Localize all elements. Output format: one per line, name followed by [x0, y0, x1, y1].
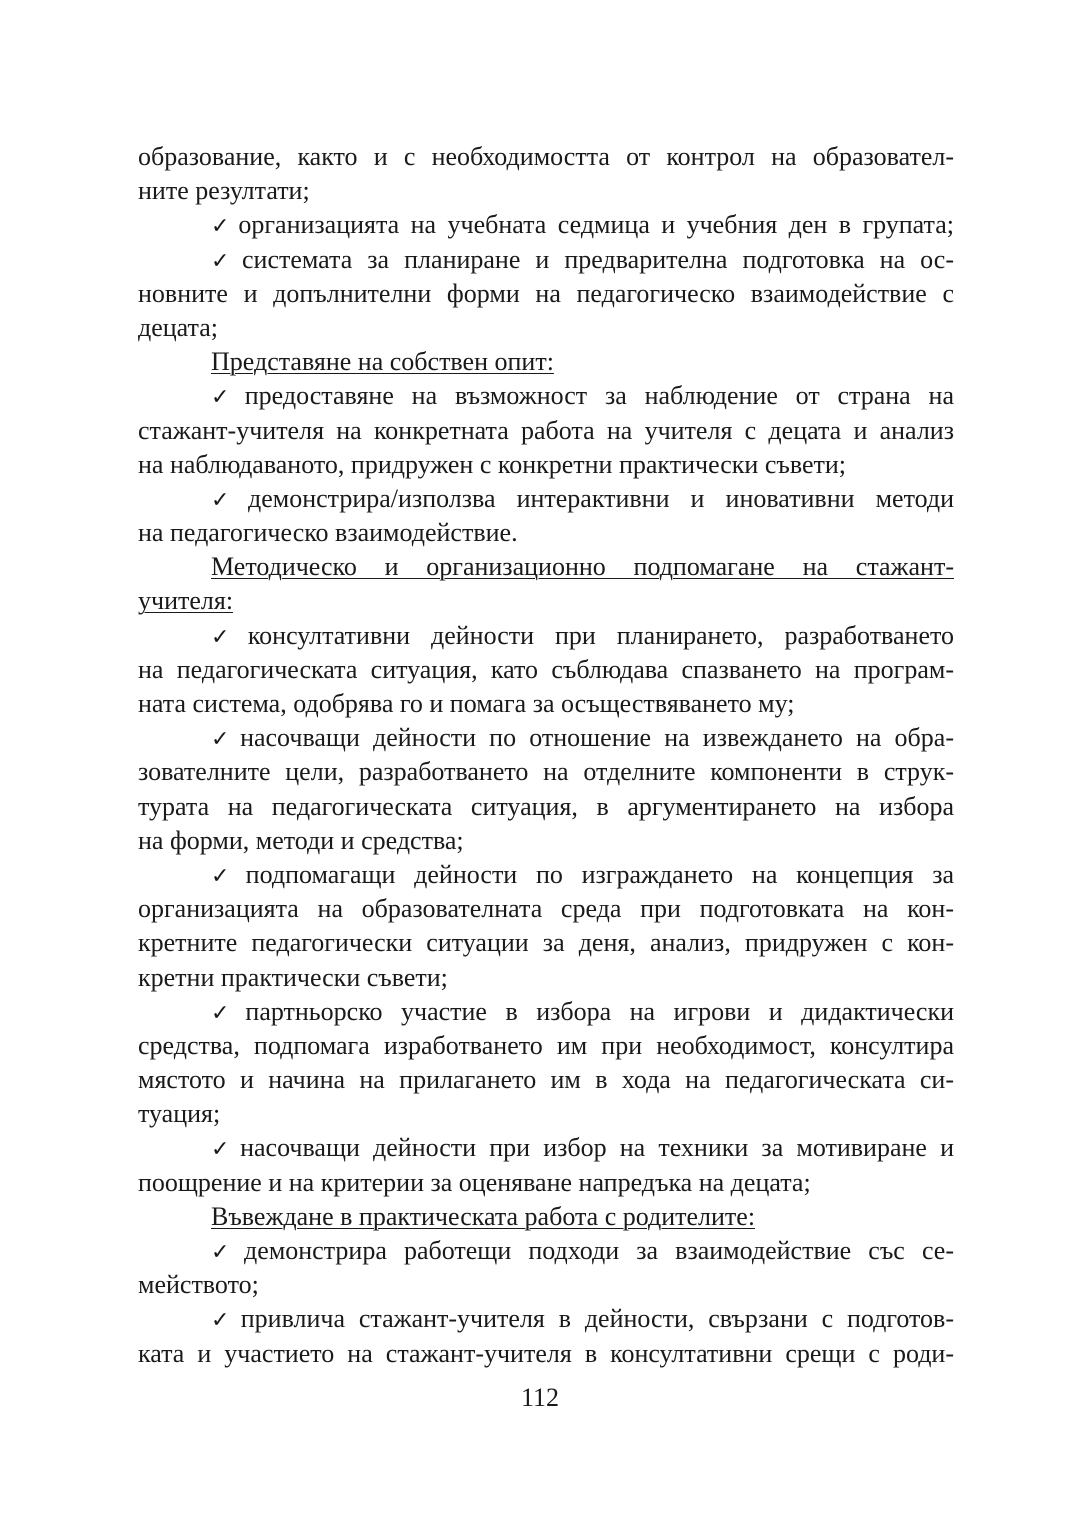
bullet-item	[138, 482, 954, 516]
checkmark-icon: ✓	[211, 1137, 237, 1163]
checkmark-icon: ✓	[211, 1000, 242, 1026]
text-line: организацията на образователната среда при подготовката на кон-	[138, 894, 954, 924]
checkmark-icon: ✓	[211, 248, 238, 274]
body-text	[138, 140, 954, 1371]
checkmark-icon: ✓	[211, 214, 235, 240]
text-line: новните и допълнителни форми на педагогическо взаимодействие с	[138, 278, 954, 308]
text-line: мейството;	[138, 1270, 259, 1300]
text-line: стажант-учителя на конкретната работа на учителя с децата и анализ	[138, 415, 954, 445]
section-heading	[138, 1200, 954, 1234]
bullet-item	[138, 858, 954, 892]
checkmark-icon: ✓	[211, 487, 244, 513]
bullet-text: партньорско участие в избора на игрови и дидактически	[245, 996, 955, 1026]
section-heading-text: Представяне на собствен опит:	[211, 347, 554, 377]
bullet-text: организацията на учебната седмица и учебния ден в групата;	[238, 210, 954, 240]
text-line: ната система, одобрява го и помага за осъществяването му;	[138, 689, 795, 718]
checkmark-icon: ✓	[211, 624, 244, 650]
bullet-text: предоставяне на възможност за наблюдение от страна на	[244, 381, 954, 411]
text-line: кретни практически съвети;	[138, 962, 448, 992]
bullet-text: демонстрира работещи подходи за взаимодействие със се-	[244, 1236, 954, 1265]
page-number: 112	[520, 1383, 560, 1412]
bullet-item	[138, 243, 954, 277]
bullet-item	[138, 1234, 954, 1268]
text-line: туация;	[138, 1099, 221, 1129]
checkmark-icon: ✓	[211, 1308, 237, 1334]
bullet-item	[138, 379, 954, 413]
text-line: мястото и начина на прилагането им в хода на педагогическата си-	[138, 1065, 954, 1095]
bullet-text: консултативни дейности при планирането, разработването	[247, 620, 955, 650]
bullet-item	[138, 995, 954, 1029]
bullet-item	[138, 208, 954, 242]
text-line: на педагогическата ситуация, като съблюдава спазването на програм-	[138, 654, 954, 684]
text-line: зователните цели, разработването на отделните компоненти в струк-	[138, 757, 954, 787]
bullet-item	[138, 721, 954, 755]
text-line: ните резултати;	[138, 176, 310, 206]
text-line: децата;	[138, 312, 218, 342]
bullet-text: насочващи дейности по отношение на извеждането на обра-	[240, 723, 954, 753]
section-heading	[138, 584, 954, 618]
bullet-text: демонстрира/използва интерактивни и иновативни методи	[248, 483, 955, 513]
text-line: турата на педагогическата ситуация, в аргументирането на избора	[138, 791, 954, 821]
checkmark-icon: ✓	[211, 727, 237, 753]
bullet-text: подпомагащи дейности по изграждането на концепция за	[245, 859, 955, 889]
text-line: кретните педагогически ситуации за деня, анализ, придружен с кон-	[138, 928, 954, 958]
text-line: на форми, методи и средства;	[138, 825, 464, 855]
checkmark-icon: ✓	[211, 1240, 241, 1265]
text-line: на педагогическо взаимодействие.	[138, 518, 518, 548]
bullet-item	[138, 1302, 954, 1336]
text-line: образование, както и с необходимостта от контрол на образовател-	[138, 142, 954, 171]
bullet-item	[138, 619, 954, 653]
checkmark-icon: ✓	[211, 863, 242, 889]
section-heading	[138, 550, 954, 584]
section-heading	[138, 345, 954, 379]
text-line: на наблюдаваното, придружен с конкретни практически съвети;	[138, 449, 846, 479]
text-line: средства, подпомага изработването им при необходимост, консултира	[138, 1030, 954, 1060]
bullet-text: привлича стажант-учителя в дейности, свързани с подготов-	[240, 1304, 954, 1334]
checkmark-icon: ✓	[211, 385, 241, 411]
bullet-text: системата за планиране и предварителна подготовка на ос-	[241, 244, 955, 274]
section-heading-text: Методическо и организационно подпомагане на стажант-	[211, 552, 954, 582]
section-heading-text: Въвеждане в практическата работа с родителите:	[211, 1201, 756, 1231]
section-heading-text: учителя:	[138, 586, 234, 616]
text-line: ката и участието на стажант-учителя в консултативни срещи с роди-	[138, 1338, 954, 1368]
bullet-text: насочващи дейности при избор на техники за мотивиране и	[240, 1133, 954, 1163]
bullet-item	[138, 1131, 954, 1165]
text-line: поощрение и на критерии за оценяване напредъка на децата;	[138, 1167, 811, 1197]
